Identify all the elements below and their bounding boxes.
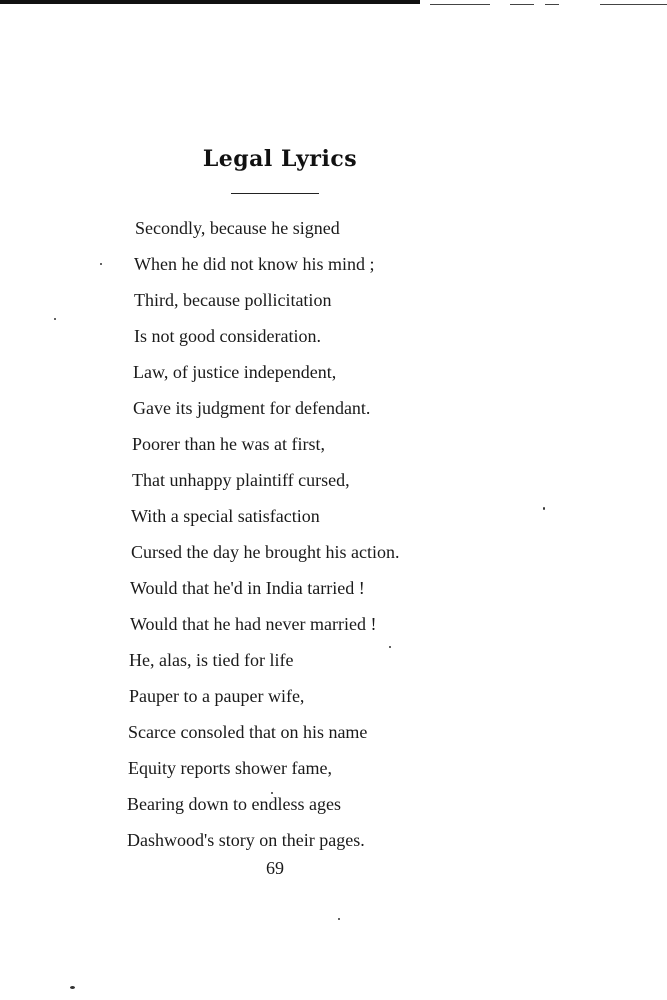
poem-line: Dashwood's story on their pages.: [127, 830, 365, 850]
scan-speck: [54, 318, 56, 320]
poem-line: He, alas, is tied for life: [129, 650, 294, 670]
poem-line: Cursed the day he brought his action.: [131, 542, 400, 562]
scan-edge-mark: [545, 4, 559, 5]
scan-speck: [389, 646, 391, 648]
poem-line: With a special satisfaction: [131, 506, 320, 526]
poem-line: Poorer than he was at first,: [132, 434, 325, 454]
scan-edge-mark: [600, 4, 667, 5]
poem-line: Law, of justice independent,: [133, 362, 337, 382]
poem-line: When he did not know his mind ;: [134, 254, 375, 274]
scan-speck: [338, 918, 340, 920]
head-rule: [231, 193, 319, 194]
poem-line: Would that he had never married !: [130, 614, 377, 634]
poem-line: Secondly, because he signed: [135, 218, 340, 238]
poem-line: Gave its judgment for defendant.: [133, 398, 371, 418]
poem-line: Pauper to a pauper wife,: [129, 686, 305, 706]
poem-line: Is not good consideration.: [134, 326, 321, 346]
running-head: Legal Lyrics: [202, 146, 358, 172]
poem-line: Third, because pollicitation: [134, 290, 332, 310]
poem-line: Equity reports shower fame,: [128, 758, 332, 778]
scan-edge-mark: [430, 4, 490, 5]
scan-speck: [543, 507, 545, 510]
poem-line: Bearing down to endless ages: [127, 794, 341, 814]
scan-speck: [271, 792, 273, 794]
scan-speck: [70, 986, 75, 989]
scan-speck: [100, 263, 102, 265]
poem-line: That unhappy plaintiff cursed,: [132, 470, 350, 490]
poem-line: Scarce consoled that on his name: [128, 722, 368, 742]
page-number: 69: [266, 858, 284, 878]
scan-top-edge: [0, 0, 420, 4]
scan-edge-mark: [510, 4, 534, 5]
poem-line: Would that he'd in India tarried !: [130, 578, 365, 598]
